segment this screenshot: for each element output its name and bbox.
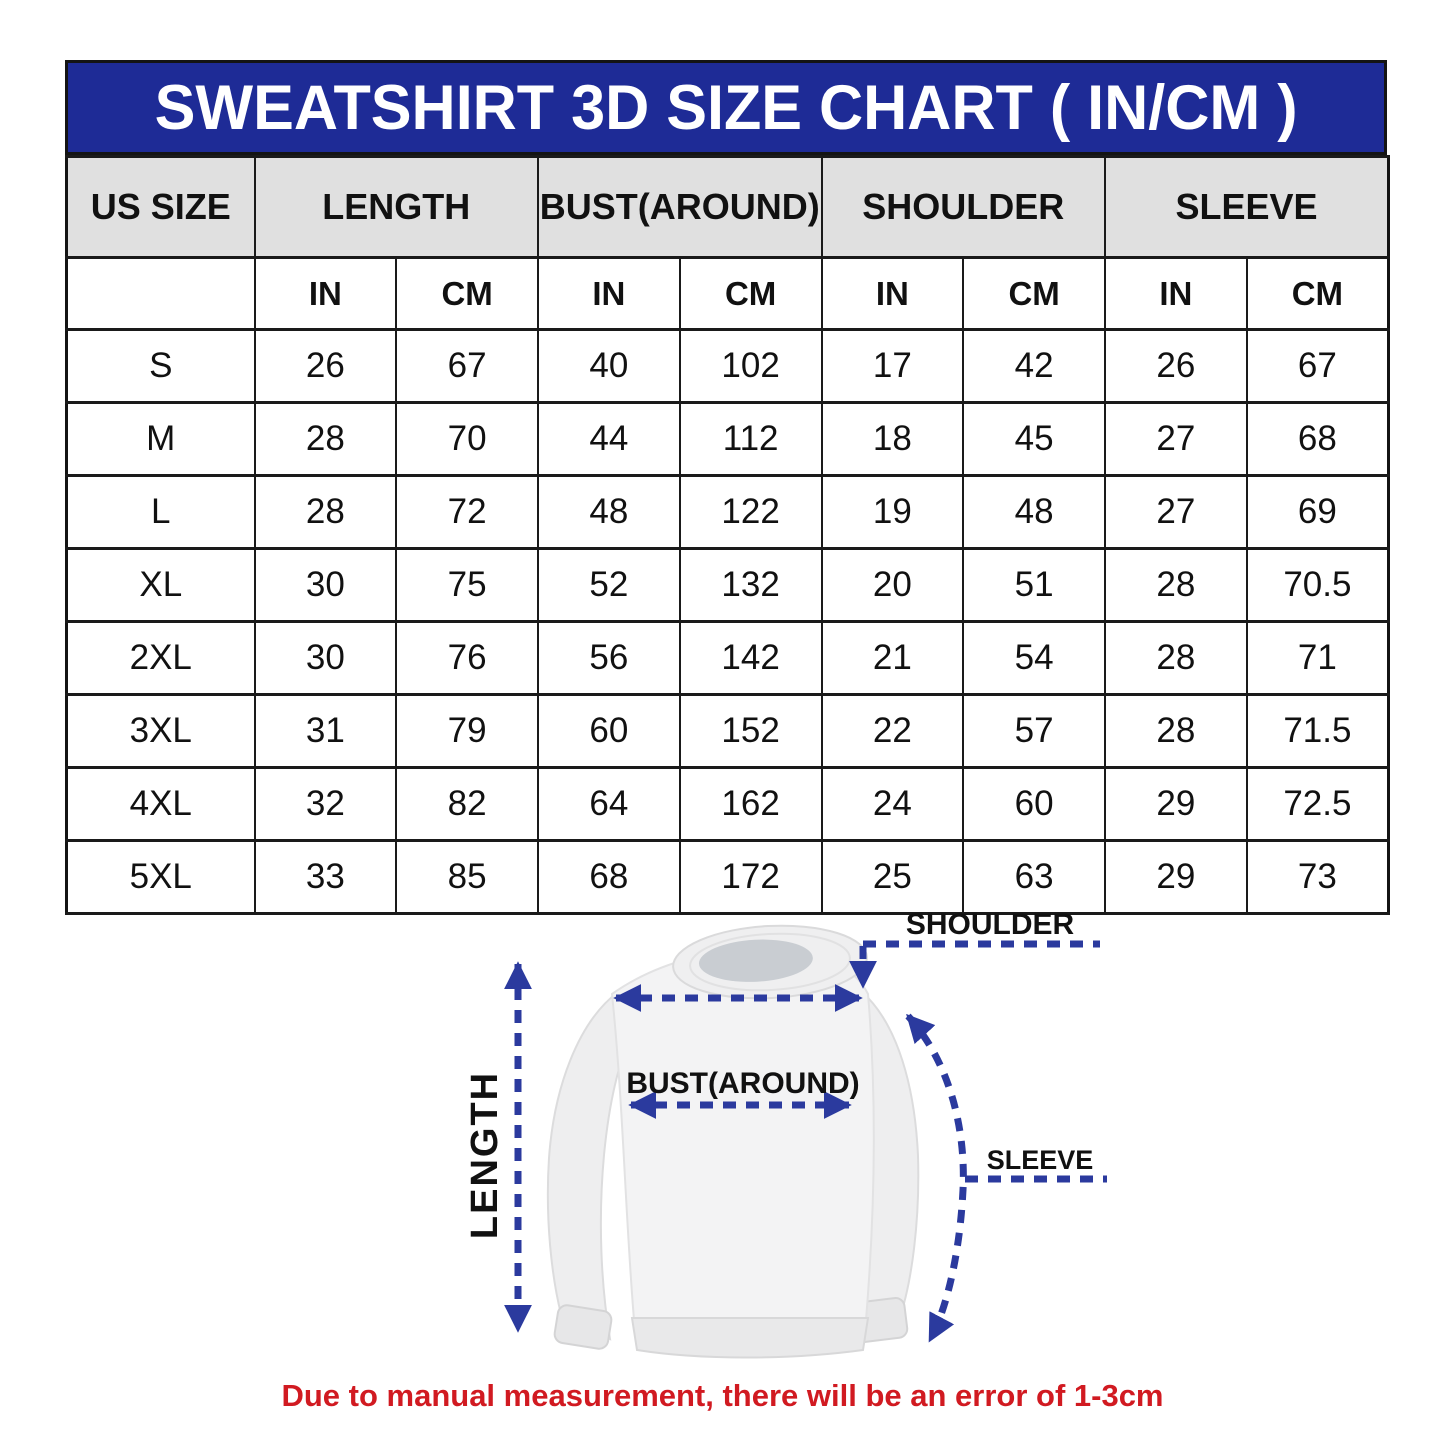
value-cell: 85 xyxy=(396,841,538,914)
value-cell: 17 xyxy=(822,330,964,403)
value-cell: 27 xyxy=(1105,476,1247,549)
value-cell: 24 xyxy=(822,768,964,841)
page-title: SWEATSHIRT 3D SIZE CHART ( IN/CM ) xyxy=(154,72,1298,143)
value-cell: 31 xyxy=(255,695,397,768)
value-cell: 71 xyxy=(1247,622,1389,695)
unit-cell: IN xyxy=(1105,258,1247,330)
value-cell: 67 xyxy=(1247,330,1389,403)
value-cell: 28 xyxy=(1105,622,1247,695)
value-cell: 32 xyxy=(255,768,397,841)
bust-label: BUST(AROUND) xyxy=(626,1067,860,1100)
value-cell: 22 xyxy=(822,695,964,768)
value-cell: 68 xyxy=(1247,403,1389,476)
table-row-4xl xyxy=(67,768,1389,841)
size-cell: 4XL xyxy=(67,768,255,841)
table-row-s xyxy=(67,330,1389,403)
value-cell: 27 xyxy=(1105,403,1247,476)
value-cell: 33 xyxy=(255,841,397,914)
column-header-length: LENGTH xyxy=(255,157,539,258)
value-cell: 142 xyxy=(680,622,822,695)
value-cell: 75 xyxy=(396,549,538,622)
value-cell: 30 xyxy=(255,549,397,622)
value-cell: 70 xyxy=(396,403,538,476)
value-cell: 21 xyxy=(822,622,964,695)
unit-cell: CM xyxy=(963,258,1105,330)
value-cell: 152 xyxy=(680,695,822,768)
table-unit-row xyxy=(67,258,1389,330)
title-bar xyxy=(65,60,1387,155)
value-cell: 63 xyxy=(963,841,1105,914)
unit-cell-blank xyxy=(67,258,255,330)
column-header-sleeve: SLEEVE xyxy=(1105,157,1389,258)
value-cell: 60 xyxy=(963,768,1105,841)
length-label: LENGTH xyxy=(464,1070,506,1240)
unit-cell: CM xyxy=(1247,258,1389,330)
size-cell: XL xyxy=(67,549,255,622)
value-cell: 28 xyxy=(255,476,397,549)
value-cell: 82 xyxy=(396,768,538,841)
unit-cell: IN xyxy=(822,258,964,330)
value-cell: 162 xyxy=(680,768,822,841)
size-cell: 2XL xyxy=(67,622,255,695)
value-cell: 122 xyxy=(680,476,822,549)
value-cell: 72.5 xyxy=(1247,768,1389,841)
value-cell: 51 xyxy=(963,549,1105,622)
value-cell: 70.5 xyxy=(1247,549,1389,622)
measurement-diagram xyxy=(0,890,1445,1370)
sleeve-label: SLEEVE xyxy=(986,1145,1094,1175)
value-cell: 68 xyxy=(538,841,680,914)
table-row-l xyxy=(67,476,1389,549)
value-cell: 28 xyxy=(255,403,397,476)
table-row-3xl xyxy=(67,695,1389,768)
value-cell: 19 xyxy=(822,476,964,549)
value-cell: 112 xyxy=(680,403,822,476)
table-group-header-row xyxy=(67,157,1389,258)
value-cell: 56 xyxy=(538,622,680,695)
value-cell: 71.5 xyxy=(1247,695,1389,768)
value-cell: 29 xyxy=(1105,768,1247,841)
size-cell: 3XL xyxy=(67,695,255,768)
size-cell: 5XL xyxy=(67,841,255,914)
value-cell: 25 xyxy=(822,841,964,914)
sweatshirt-illustration xyxy=(548,921,918,1358)
table-row-m xyxy=(67,403,1389,476)
value-cell: 40 xyxy=(538,330,680,403)
value-cell: 73 xyxy=(1247,841,1389,914)
column-header-bust: BUST(AROUND) xyxy=(538,157,822,258)
value-cell: 57 xyxy=(963,695,1105,768)
value-cell: 76 xyxy=(396,622,538,695)
unit-cell: IN xyxy=(255,258,397,330)
unit-cell: IN xyxy=(538,258,680,330)
value-cell: 69 xyxy=(1247,476,1389,549)
unit-cell: CM xyxy=(396,258,538,330)
size-cell: L xyxy=(67,476,255,549)
value-cell: 48 xyxy=(963,476,1105,549)
value-cell: 26 xyxy=(1105,330,1247,403)
table-row-2xl xyxy=(67,622,1389,695)
measurement-error-note: Due to manual measurement, there will be an error of 1-3cm xyxy=(281,1378,1164,1413)
value-cell: 28 xyxy=(1105,695,1247,768)
size-cell: S xyxy=(67,330,255,403)
value-cell: 18 xyxy=(822,403,964,476)
value-cell: 42 xyxy=(963,330,1105,403)
value-cell: 30 xyxy=(255,622,397,695)
value-cell: 172 xyxy=(680,841,822,914)
unit-cell: CM xyxy=(680,258,822,330)
value-cell: 44 xyxy=(538,403,680,476)
value-cell: 102 xyxy=(680,330,822,403)
value-cell: 79 xyxy=(396,695,538,768)
table-row-xl xyxy=(67,549,1389,622)
value-cell: 48 xyxy=(538,476,680,549)
value-cell: 67 xyxy=(396,330,538,403)
size-cell: M xyxy=(67,403,255,476)
value-cell: 29 xyxy=(1105,841,1247,914)
value-cell: 26 xyxy=(255,330,397,403)
value-cell: 28 xyxy=(1105,549,1247,622)
column-header-shoulder: SHOULDER xyxy=(822,157,1106,258)
value-cell: 60 xyxy=(538,695,680,768)
value-cell: 45 xyxy=(963,403,1105,476)
shoulder-label: SHOULDER xyxy=(905,908,1075,941)
value-cell: 64 xyxy=(538,768,680,841)
column-header-us-size: US SIZE xyxy=(67,157,255,258)
value-cell: 54 xyxy=(963,622,1105,695)
value-cell: 72 xyxy=(396,476,538,549)
value-cell: 20 xyxy=(822,549,964,622)
value-cell: 132 xyxy=(680,549,822,622)
size-table xyxy=(65,155,1390,915)
value-cell: 52 xyxy=(538,549,680,622)
